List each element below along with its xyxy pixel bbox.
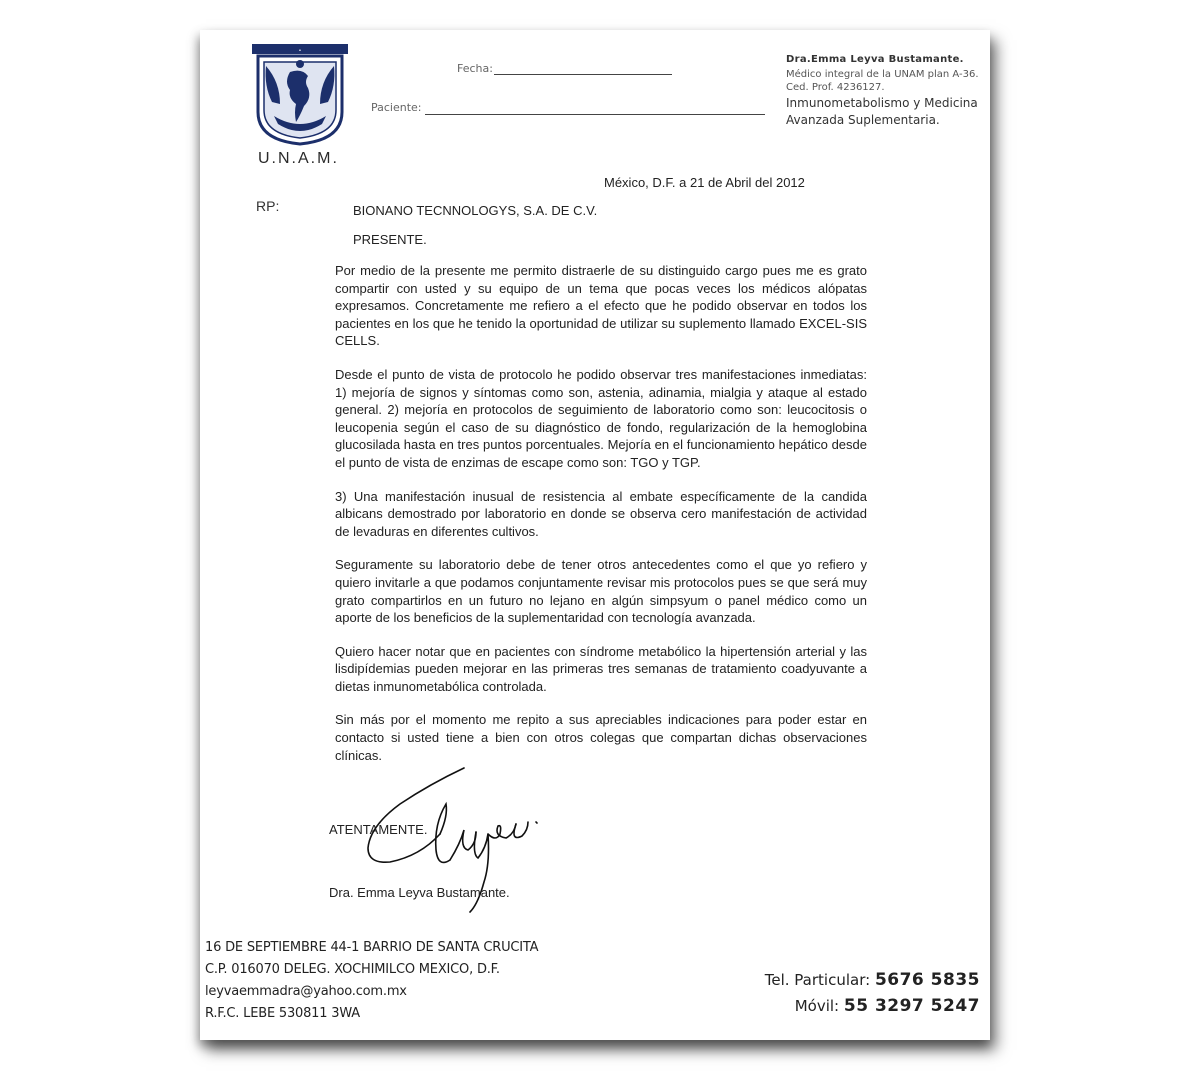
presente-salutation: PRESENTE. (353, 232, 427, 247)
tel-number[interactable]: 5676 5835 (874, 970, 980, 990)
svg-text:•: • (298, 48, 302, 54)
paragraph: Quiero hacer notar que en pacientes con síndrome metabólico la hipertensión arterial y las lisdipídemias pueden mejorar en las primeras tres semanas de tratamiento coadyuvante a dietas inmunometabólica controlada. (335, 643, 867, 694)
paragraph: Sin más por el momento me repito a sus apreciables indicaciones para poder estar en contacto si usted tiene a bien con otros colegas que compartan dichas observaciones clínicas. (335, 712, 867, 763)
address-line-2: C.P. 016070 DELEG. XOCHIMILCO MEXICO, D.F. (205, 962, 500, 977)
addressee: BIONANO TECNNOLOGYS, S.A. DE C.V. (353, 203, 598, 218)
tel-label: Tel. Particular: (764, 971, 871, 989)
paragraph: Seguramente su laboratorio debe de tener otros antecedentes como el que yo refiero y quiero invitarle a que podamos conjuntamente revisar mis protocolos pues se que será muy grato compartirlos en un futuro no lejano en algún simpsyum o panel médico como un aporte de los beneficios de la suplementaridad con tecnología avanzada. (335, 557, 867, 626)
university-label: U.N.A.M. (258, 150, 339, 167)
specialty-line-2: Avanzada Suplementaria. (786, 113, 940, 127)
doctor-info (786, 54, 986, 129)
rp-label: RP: (256, 198, 280, 214)
paragraph: Por medio de la presente me permito distraerle de su distinguido cargo pues me es grato compartir con usted y su equipo de un tema que pocas veces los médicos alópatas expresamos. Concretamente me refiero a el efecto que he podido observar en todos los pacientes en los que he tenido la oportunidad de utilizar su suplemento llamado EXCEL-SIS CELLS. (335, 263, 867, 349)
paciente-label: Paciente: (371, 101, 422, 114)
specialty-line-1: Inmunometabolismo y Medicina (786, 96, 978, 110)
fecha-line (494, 74, 672, 75)
signer-name: Dra. Emma Leyva Bustamante. (329, 885, 510, 900)
movil-number[interactable]: 55 3297 5247 (843, 996, 980, 1016)
paragraph: Desde el punto de vista de protocolo he podido observar tres manifestaciones inmediatas: 1) mejoría de signos y síntomas como son, astenia, adinamia, mialgia y ataque al estado general. 2) mejoría en protocolos de seguimiento de laboratorio como son: leucocitosis o leucopenia según el caso de su diagnóstico de fondo, regularización de la hemoglobina glucosilada hasta en tres puntos porcentuales. Mejoría en el funcionamiento hepático desde el punto de vista de enzimas de escape como son: TGO y TGP. (335, 366, 867, 470)
closing: ATENTAMENTE. (329, 822, 428, 837)
paragraph: 3) Una manifestación inusual de resistencia al embate específicamente de la candida albicans demostrado por laboratorio en donde se observa cero manifestación de actividad de levaduras en diferentes cultivos. (335, 488, 867, 539)
letter-page (200, 30, 990, 1040)
paciente-line (425, 114, 765, 115)
letter-body (335, 262, 867, 780)
place-date: México, D.F. a 21 de Abril del 2012 (604, 175, 805, 190)
email-link[interactable]: leyvaemmadra@yahoo.com.mx (205, 984, 407, 999)
movil-label: Móvil: (794, 997, 840, 1015)
doctor-cedula: Ced. Prof. 4236127. (786, 82, 885, 93)
fecha-label: Fecha: (457, 62, 493, 75)
unam-seal-logo (250, 42, 350, 146)
doctor-title: Médico integral de la UNAM plan A-36. (786, 69, 979, 80)
address-line-1: 16 DE SEPTIEMBRE 44-1 BARRIO DE SANTA CRUCITA (205, 940, 539, 955)
doctor-name: Dra.Emma Leyva Bustamante. (786, 54, 964, 65)
footer-address (205, 937, 538, 1025)
footer-phones (765, 967, 980, 1019)
rfc: R.F.C. LEBE 530811 3WA (205, 1006, 360, 1021)
